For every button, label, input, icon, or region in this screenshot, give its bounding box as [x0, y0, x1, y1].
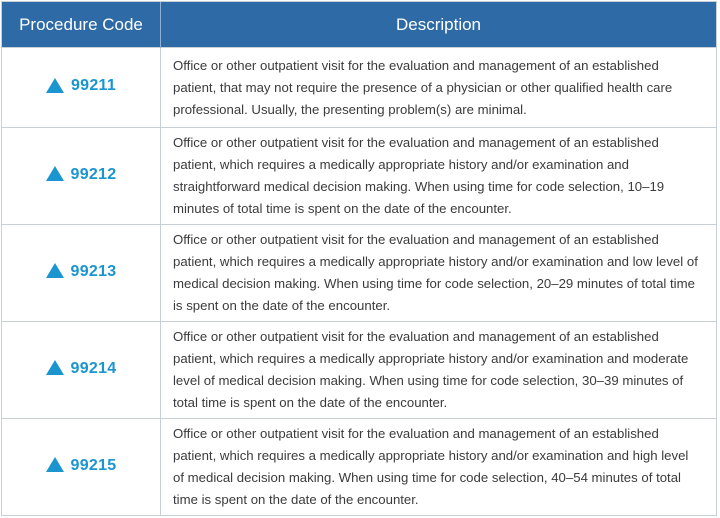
- code-cell: [2, 418, 161, 515]
- triangle-up-icon: [46, 457, 64, 472]
- triangle-up-icon: [46, 263, 64, 278]
- code-wrapper: [46, 360, 117, 378]
- procedure-code: 99215: [70, 456, 117, 474]
- description-cell: Office or other outpatient visit for the evaluation and management of an established patient, which requires a medically appropriate history and/or examination and high level of medical decision making. When using time for code selection, 40–54 minutes of total time is spent on the date of the encounter.: [161, 418, 717, 515]
- header-row: [2, 2, 716, 48]
- procedure-table: [2, 2, 716, 515]
- procedure-code: 99213: [70, 262, 117, 280]
- code-cell: [2, 48, 161, 128]
- description-cell: Office or other outpatient visit for the evaluation and management of an established patient, which requires a medically appropriate history and/or examination and moderate level of medical decision making. When using time for code selection, 30–39 minutes of total time is spent on the date of the encounter.: [161, 321, 717, 418]
- code-cell: [2, 128, 161, 225]
- procedure-code-table: [1, 1, 717, 516]
- description-cell: Office or other outpatient visit for the evaluation and management of an established patient, which requires a medically appropriate history and/or examination and straightforward medical decision making. When using time for code selection, 10–19 minutes of total time is spent on the date of the encounter.: [161, 128, 717, 225]
- procedure-code: 99214: [70, 359, 117, 377]
- table-row: [2, 321, 716, 418]
- code-cell: [2, 225, 161, 322]
- table-header: [2, 2, 716, 48]
- description-cell: Office or other outpatient visit for the evaluation and management of an established patient, that may not require the presence of a physician or other qualified health care professional. Usually, the presenting problem(s) are minimal.: [161, 48, 717, 128]
- description-cell: Office or other outpatient visit for the evaluation and management of an established patient, which requires a medically appropriate history and/or examination and low level of medical decision making. When using time for code selection, 20–29 minutes of total time is spent on the date of the encounter.: [161, 225, 717, 322]
- header-description: Description: [161, 2, 717, 48]
- triangle-up-icon: [46, 78, 64, 93]
- code-wrapper: [46, 166, 117, 184]
- code-wrapper: [46, 77, 116, 95]
- code-wrapper: [46, 263, 117, 281]
- table-row: [2, 225, 716, 322]
- table-row: [2, 418, 716, 515]
- table-body: [2, 48, 716, 516]
- triangle-up-icon: [46, 166, 64, 181]
- procedure-code: 99211: [70, 77, 117, 95]
- code-cell: [2, 321, 161, 418]
- header-procedure-code: Procedure Code: [2, 2, 161, 48]
- procedure-code: 99212: [70, 165, 117, 183]
- table-row: [2, 128, 716, 225]
- triangle-up-icon: [46, 360, 64, 375]
- code-wrapper: [46, 457, 117, 475]
- table-row: [2, 48, 716, 128]
